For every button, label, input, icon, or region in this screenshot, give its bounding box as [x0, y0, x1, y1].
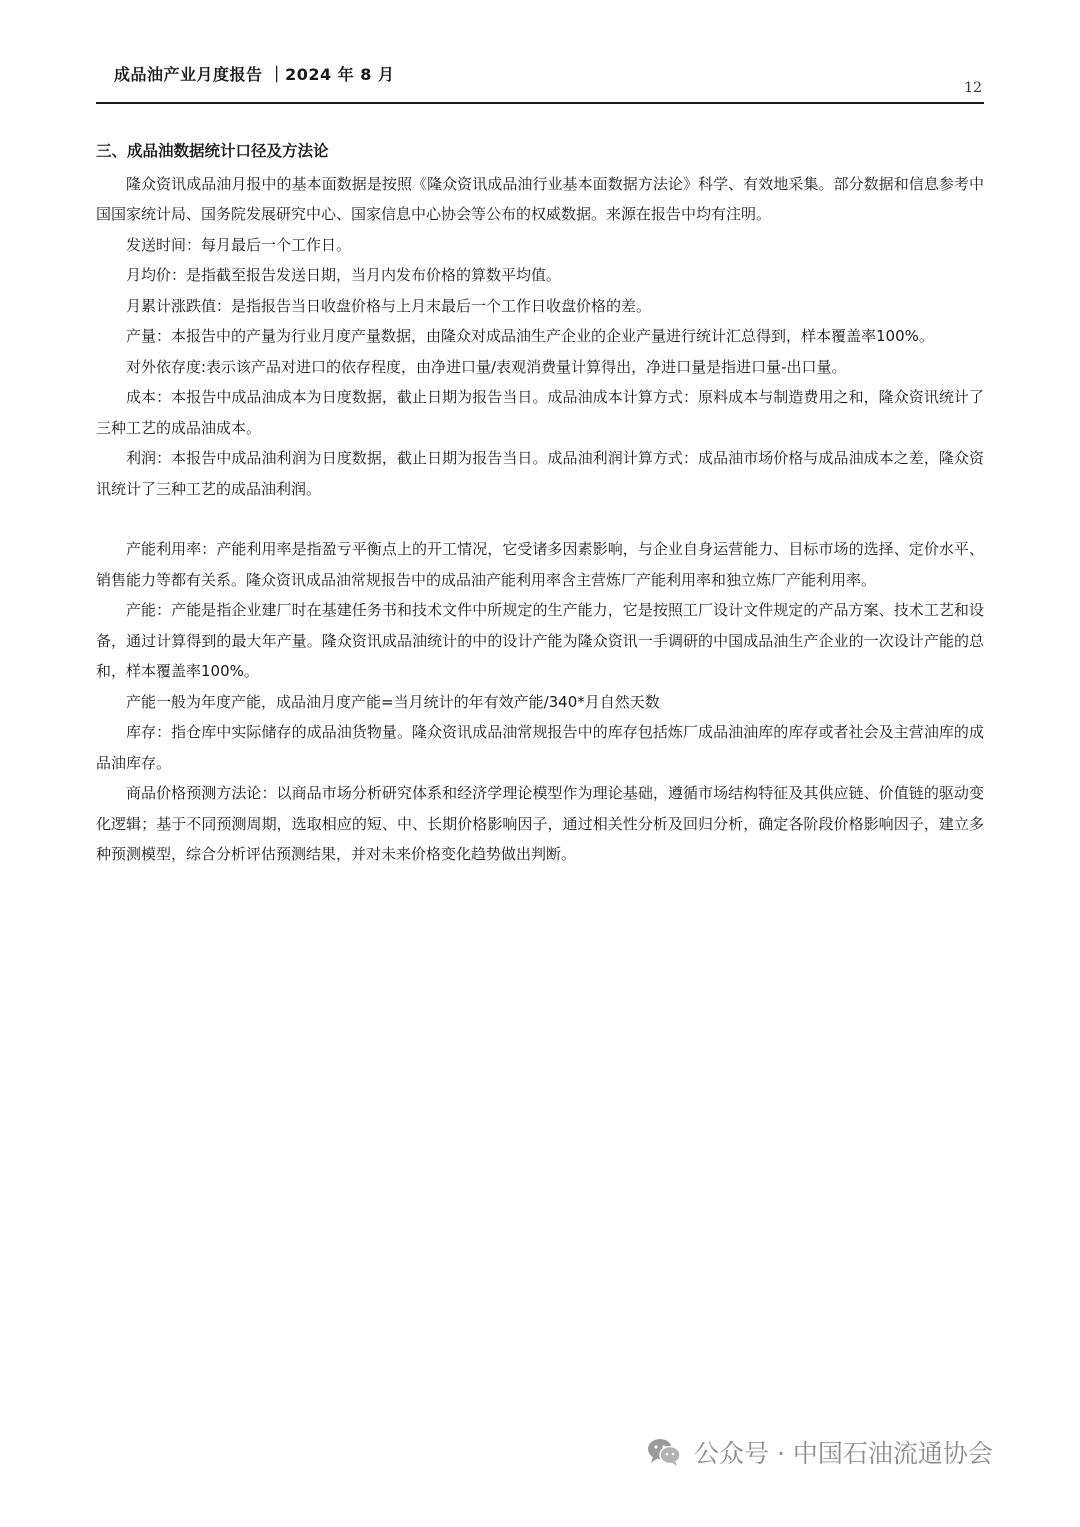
paragraph-output: 产量：本报告中的产量为行业月度产量数据，由隆众对成品油生产企业的企业产量进行统计汇总得到，样本覆盖率100%。	[126, 327, 934, 345]
paragraph-gap	[96, 504, 984, 534]
watermark	[646, 1432, 993, 1472]
watermark-text: 公众号 · 中国石油流通协会	[694, 1439, 993, 1468]
page-header	[96, 60, 984, 104]
paragraph-data-source: 隆众资讯成品油月报中的基本面数据是按照《隆众资讯成品油行业基本面数据方法论》科学、有效地采集。部分数据和信息参考中国国家统计局、国务院发展研究中心、国家信息中心协会等公布的权威数据。来源在报告中均有注明。	[96, 174, 984, 223]
paragraph-capacity: 产能：产能是指企业建厂时在基建任务书和技术文件中所规定的生产能力，它是按照工厂设计文件规定的产品方案、技术工艺和设备，通过计算得到的最大年产量。隆众资讯成品油统计的中的设计产能为隆众资讯一手调研的中国成品油生产企业的一次设计产能的总和，样本覆盖率100%。	[96, 601, 984, 680]
paragraph-capacity-utilization: 产能利用率：产能利用率是指盈亏平衡点上的开工情况，它受诸多因素影响，与企业自身运营能力、目标市场的选择、定价水平、销售能力等都有关系。隆众资讯成品油常规报告中的成品油产能利用率含主营炼厂产能利用率和独立炼厂产能利用率。	[96, 540, 984, 589]
paragraph-monthly-average-price: 月均价：是指截至报告发送日期，当月内发布价格的算数平均值。	[126, 266, 562, 284]
document-body	[96, 136, 984, 870]
wechat-icon	[646, 1436, 682, 1468]
paragraph-inventory: 库存：指仓库中实际储存的成品油货物量。隆众资讯成品油常规报告中的库存包括炼厂成品油油库的库存或者社会及主营油库的成品油库存。	[96, 723, 984, 772]
paragraph-monthly-cumulative-change: 月累计涨跌值：是指报告当日收盘价格与上月末最后一个工作日收盘价格的差。	[126, 296, 652, 315]
page-number: 12	[964, 80, 982, 96]
paragraph-cost: 成本：本报告中成品油成本为日度数据，截止日期为报告当日。成品油成本计算方式：原料成本与制造费用之和，隆众资讯统计了三种工艺的成品油成本。	[96, 388, 984, 437]
paragraph-price-forecast-methodology: 商品价格预测方法论：以商品市场分析研究体系和经济学理论模型作为理论基础，遵循市场结构特征及其供应链、价值链的驱动变化逻辑；基于不同预测周期，选取相应的短、中、长期价格影响因子，通过相关性分析及回归分析，确定各阶段价格影响因子，建立多种预测模型，综合分析评估预测结果，并对未来价格变化趋势做出判断。	[96, 784, 984, 863]
paragraph-profit: 利润：本报告中成品油利润为日度数据，截止日期为报告当日。成品油利润计算方式：成品油市场价格与成品油成本之差，隆众资讯统计了三种工艺的成品油利润。	[96, 449, 984, 498]
paragraph-import-dependence: 对外依存度:表示该产品对进口的依存程度，由净进口量/表观消费量计算得出，净进口量是指进口量-出口量。	[126, 357, 847, 376]
paragraph-send-time: 发送时间：每月最后一个工作日。	[126, 235, 352, 254]
report-title: 成品油产业月度报告 ｜2024 年 8 月	[114, 65, 395, 84]
section-heading: 三、成品油数据统计口径及方法论	[96, 142, 329, 160]
paragraph-monthly-capacity-formula: 产能一般为年度产能，成品油月度产能=当月统计的年有效产能/340*月自然天数	[126, 692, 660, 711]
